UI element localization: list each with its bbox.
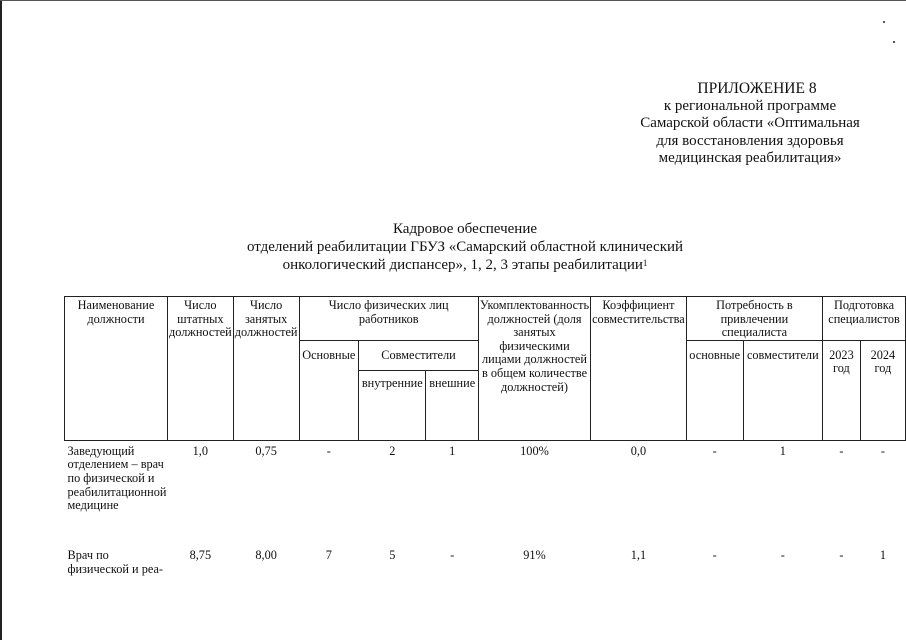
staffing-table [64, 296, 906, 595]
header-position: Наименование должности [65, 297, 168, 441]
row-year-2023: - [839, 548, 844, 563]
header-year-2023: 2023 год [823, 340, 861, 440]
row-occupied: 0,75 [255, 443, 277, 458]
header-need: Потребность в привлечении специалиста [686, 297, 822, 341]
header-occupied-units: Число занятых должностей [233, 297, 299, 441]
row-year-2024: 1 [879, 548, 886, 563]
table-row [65, 545, 906, 595]
row-internal: 2 [389, 443, 396, 458]
title-line: отделений реабилитации ГБУЗ «Самарский областной клинический [246, 239, 684, 255]
scan-speck [883, 21, 885, 23]
header-year-2024: 2024 год [860, 340, 905, 440]
title-line-text: онкологический диспансер», 1, 2, 3 этапы реабилитации [282, 257, 643, 273]
row-need-main: - [712, 548, 717, 563]
header-need-part-time: совместители [743, 340, 823, 440]
header-part-time: Совместители [359, 340, 479, 370]
row-position-name: Заведующий отделением – врач по физической и реабилитационной медицине [67, 443, 167, 513]
row-occupied: 8,00 [255, 548, 277, 563]
row-staff-units: 8,75 [189, 548, 212, 563]
row-need-main: - [712, 443, 717, 458]
scan-top-edge [0, 0, 906, 1]
scan-speck [893, 41, 895, 43]
row-external: 1 [449, 443, 456, 458]
row-main: 7 [325, 548, 332, 563]
header-physical-persons: Число физических лиц работников [299, 297, 478, 341]
title-line [200, 256, 730, 274]
footnote-mark: 1 [642, 258, 648, 268]
header-staffing: Укомплектованность должностей (доля занятых физическими лицами должностей в общем количестве должностей) [478, 297, 590, 441]
header-internal: внутренние [359, 370, 426, 440]
scan-left-edge [0, 0, 2, 640]
row-coefficient: 0,0 [630, 443, 647, 458]
row-need-part-time: - [780, 548, 785, 563]
document-title [200, 220, 730, 274]
row-staffing: 91% [523, 548, 546, 563]
title-line: Кадровое обеспечение [392, 221, 538, 237]
header-training: Подготовка специалистов [823, 297, 906, 341]
appendix-line: медицинская реабилитация» [658, 150, 842, 166]
row-coefficient: 1,1 [630, 548, 647, 563]
appendix-line: к региональной программе [663, 97, 837, 114]
appendix-line: для восстановления здоровья [656, 132, 844, 149]
row-staffing: 100% [520, 443, 549, 458]
header-external: внешние [426, 370, 478, 440]
row-external: - [450, 548, 455, 563]
appendix-block [600, 80, 900, 168]
row-main: - [326, 443, 331, 458]
row-need-part-time: 1 [779, 443, 786, 458]
row-staff-units: 1,0 [192, 443, 209, 458]
row-year-2023: - [839, 443, 844, 458]
table-row [65, 440, 906, 545]
header-coefficient: Коэффициент совместительства [591, 297, 687, 441]
appendix-line: Самарской области «Оптимальная [640, 115, 860, 131]
row-year-2024: - [880, 443, 885, 458]
header-staff-units: Число штатных должностей [167, 297, 233, 441]
row-position-name: Врач по физической и реа- [67, 548, 164, 576]
header-need-main: основные [686, 340, 743, 440]
row-internal: 5 [389, 548, 396, 563]
header-main: Основные [299, 340, 359, 440]
appendix-heading: ПРИЛОЖЕНИЕ 8 [697, 80, 817, 97]
